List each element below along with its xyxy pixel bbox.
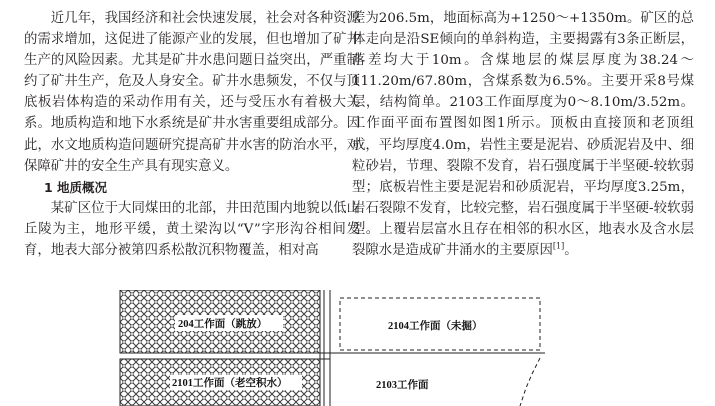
fault-line: [520, 358, 540, 406]
right-column: [352, 8, 694, 261]
label-2104: 2104工作面（未掘）: [388, 321, 483, 332]
workface-layout-figure: [0, 290, 715, 406]
sentence-end: 。: [564, 243, 578, 259]
reference-marker: [1]: [552, 241, 565, 251]
geology-text: 差为206.5m，地面标高为+1250～+1350m。矿区的总体走向是沿SE倾向的单斜构造，主要揭露有3条正断层，落差均大于10m。含煤地层的煤层厚度为38.24～111.20m/67.80m，含煤系数为6.5%。主要开采8号煤层，结构简单。2103工作面厚度为0～8.10m/3.52m。工作面平面布置图如图1所示。顶板由直接顶和老顶组成，平均厚度4.0m，岩性主要是泥岩、砂质泥岩及中、细粒砂岩，节理、裂隙不发育，岩石强度属于半坚硬-较软弱型；底板岩性主要是泥岩和砂质泥岩，平均厚度3.25m，岩石裂隙不发育，比较完整，岩石强度属于半坚硬-较软弱型。上覆岩层富水且存在相邻的积水区，地表水及含水层裂隙水是造成矿井涌水的主要原因: [352, 11, 694, 259]
intro-paragraph: 近几年，我国经济和社会快速发展，社会对各种资源的需求增加，这促进了能源产业的发展，但也增加了矿井生产的风险因素。尤其是矿井水患问题日益突出，严重制约了矿井生产，危及人身安全。矿井水患频发，不仅与顶底板岩体构造的采动作用有关，还与受压水有着极大关系。地质构造和地下水系统是矿井水害重要组成部分。因此，水文地质构造问题研究提高矿井水害的防治水平，对保障矿井的安全生产具有现实意义。: [24, 11, 360, 174]
label-204: 204工作面（跳放）: [178, 319, 268, 330]
geology-paragraph: 某矿区位于大同煤田的北部，井田范围内地貌以低山丘陵为主，地形平缓，黄土梁沟以“V”字形沟谷相间发育，地表大部分被第四系松散沉积物覆盖，相对高: [24, 200, 360, 259]
label-2101: 2101工作面（老空积水）: [172, 378, 288, 389]
left-column: [24, 8, 360, 261]
geology-paragraph-continued: [352, 8, 694, 261]
section-heading: 1 地质概况: [44, 179, 108, 195]
label-2103: 2103工作面: [376, 380, 429, 391]
